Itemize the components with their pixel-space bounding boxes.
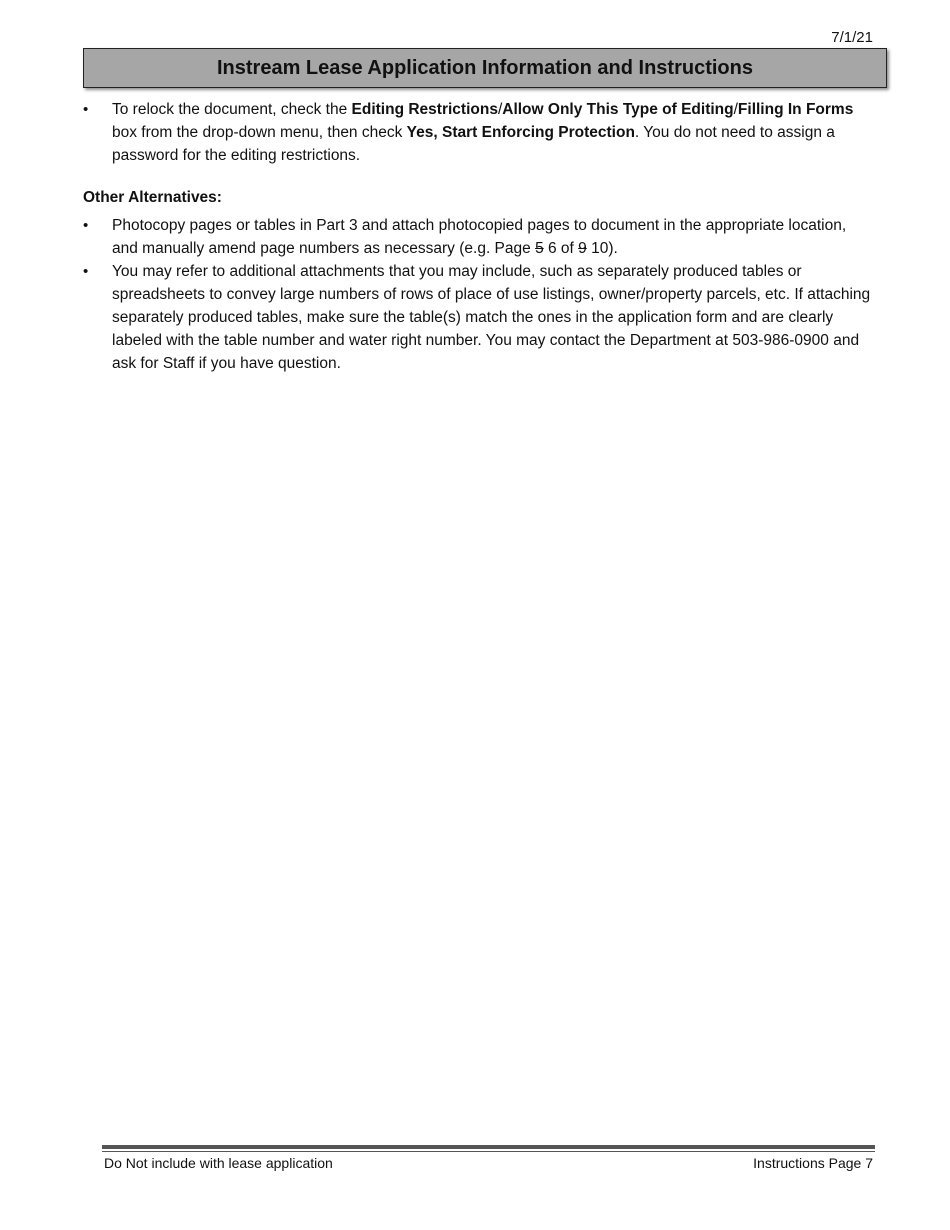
document-date: 7/1/21	[831, 29, 873, 46]
struck-total-pages: 9	[578, 240, 587, 257]
document-body	[83, 98, 873, 375]
filling-in-forms-label: Filling In Forms	[737, 101, 854, 118]
photocopy-text-2: 6 of	[543, 240, 579, 257]
relock-instruction-item	[83, 98, 873, 167]
start-enforcing-protection-label: Yes, Start Enforcing Protection	[406, 124, 635, 141]
attachments-alternative-item	[83, 260, 873, 375]
struck-page-number: 5	[535, 240, 544, 257]
attachments-text: You may refer to additional attachments that you may include, such as separately produced tables or spreadsheets to convey large numbers of rows of place of use listings, owner/property parcels, etc. If attaching separately produced tables, make sure the table(s) match the ones in the application form and are clearly labeled with the table number and water right number. You may contact the Department at 503-986-0900 and ask for Staff if you have question.	[112, 263, 871, 372]
page-title: Instream Lease Application Information and Instructions	[216, 56, 753, 79]
footer-divider-thick	[102, 1145, 875, 1149]
photocopy-text-3: 10).	[586, 240, 618, 257]
bullet-icon: •	[83, 101, 89, 118]
footer-page-number: Instructions Page 7	[753, 1155, 873, 1171]
slash-separator: /	[497, 101, 503, 118]
relock-text-1: To relock the document, check the	[112, 101, 352, 118]
other-alternatives-heading: Other Alternatives:	[83, 189, 222, 206]
editing-restrictions-label: Editing Restrictions	[351, 101, 498, 118]
bullet-icon: •	[83, 263, 89, 280]
page-title-bar	[83, 48, 887, 88]
bullet-icon: •	[83, 217, 89, 234]
footer-divider	[102, 1145, 875, 1152]
photocopy-text-1: Photocopy pages or tables in Part 3 and attach photocopied pages to document in the appropriate location, and manually amend page numbers as necessary (e.g. Page	[112, 217, 847, 257]
relock-text-3: . You do not need to assign a password for the editing restrictions.	[112, 124, 835, 164]
footer-divider-thin	[102, 1151, 875, 1152]
allow-only-editing-label: Allow Only This Type of Editing	[502, 101, 734, 118]
slash-separator: /	[733, 101, 738, 118]
relock-text-2: box from the drop-down menu, then check	[112, 124, 407, 141]
photocopy-alternative-item	[83, 214, 873, 260]
footer-note: Do Not include with lease application	[104, 1155, 333, 1171]
